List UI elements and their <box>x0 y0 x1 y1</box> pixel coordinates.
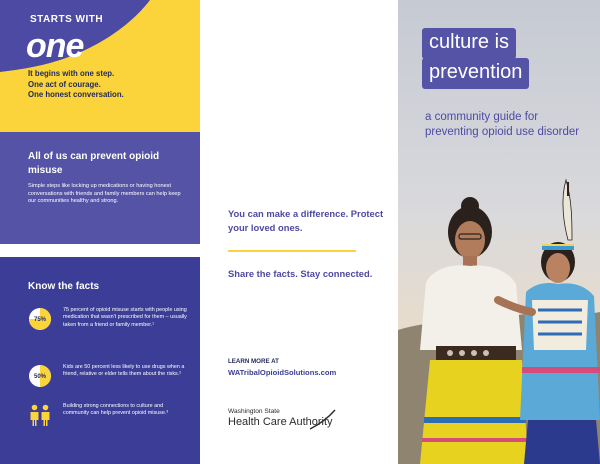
brand-logo-word: one <box>26 27 84 65</box>
middle-panel <box>200 0 398 464</box>
fact-item <box>28 307 188 347</box>
tagline-line: It begins with one step. <box>28 69 115 78</box>
difference-message: You can make a difference. Protect your loved ones. <box>228 208 384 233</box>
fact-text: Building strong connections to culture and community can help prevent opioid misuse.³ <box>63 403 169 417</box>
divider <box>228 250 356 252</box>
learn-more-label: LEARN MORE AT <box>228 358 279 365</box>
fact-text: 75 percent of opioid misuse starts with people using medication that wasn't prescribed for them – usually taken from a friend or family member.¹ <box>63 307 187 328</box>
facts-heading: Know the facts <box>28 281 100 292</box>
tagline-line: One honest conversation. <box>28 90 124 99</box>
website-link[interactable]: WATribalOpioidSolutions.com <box>228 368 337 377</box>
hca-logo-line1: Washington State <box>228 408 280 415</box>
fact-item <box>28 403 188 443</box>
hca-swoosh-icon <box>308 409 338 431</box>
pie-75-label: 75% <box>33 317 47 324</box>
cover-headline-line1: culture is <box>422 28 516 59</box>
back-panel <box>0 0 200 464</box>
hca-logo-line2: Health Care Authority <box>228 416 333 428</box>
prevent-body: Simple steps like locking up medications or having honest conversations with friends and family members can help keep our communities healthy and strong. <box>28 183 181 205</box>
prevent-heading: All of us can prevent opioid misuse <box>28 151 160 176</box>
pie-75-icon <box>28 307 52 331</box>
pie-50-label: 50% <box>33 374 47 381</box>
pie-50-icon <box>28 364 52 388</box>
brand-tagline <box>28 69 188 101</box>
cover-panel <box>398 0 600 464</box>
tagline-line: One act of courage. <box>28 79 101 89</box>
prevent-section <box>0 132 200 244</box>
brand-block <box>0 0 200 132</box>
share-message: Share the facts. Stay connected. <box>228 268 373 279</box>
fact-text: Kids are 50 percent less likely to use drugs when a friend, relative or elder tells them about the risks.² <box>63 364 185 378</box>
brand-eyebrow: STARTS WITH <box>30 14 104 25</box>
cover-headline-line2: prevention <box>422 58 529 89</box>
people-icon <box>28 403 52 427</box>
fact-item <box>28 364 188 404</box>
cover-subtitle: a community guide for preventing opioid use disorder <box>425 111 580 138</box>
facts-section <box>0 257 200 464</box>
